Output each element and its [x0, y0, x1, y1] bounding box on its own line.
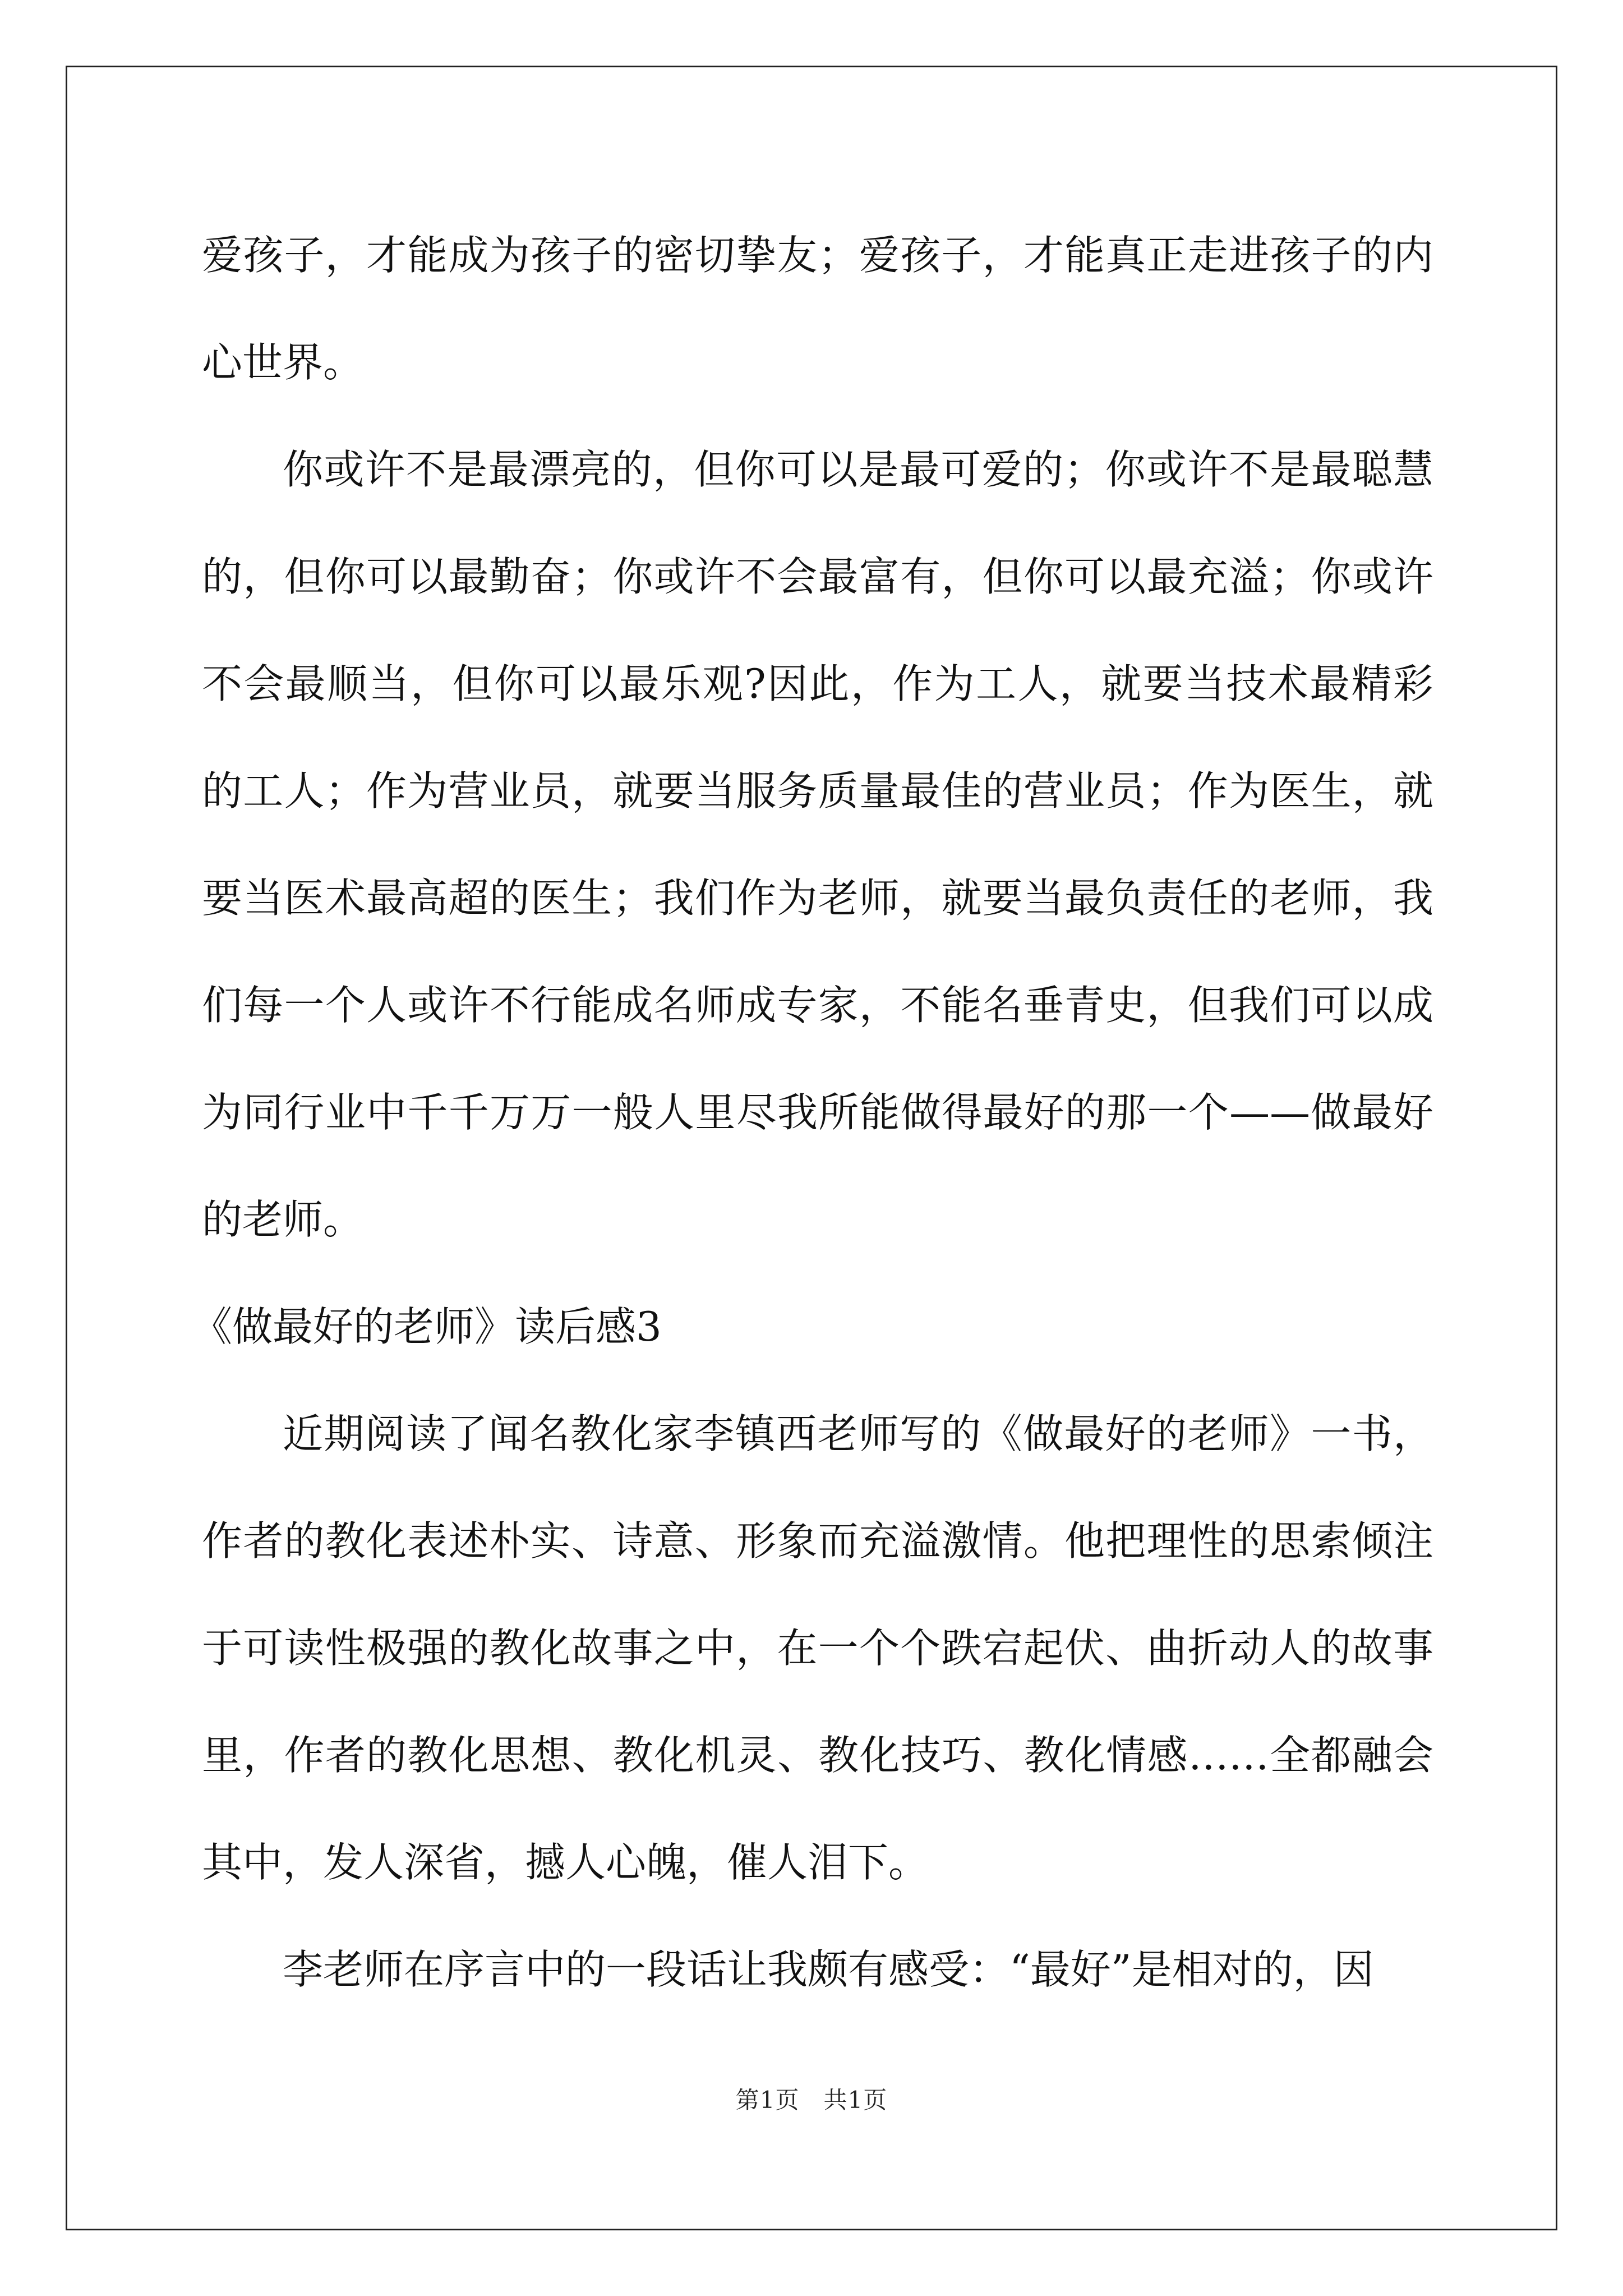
section-heading: 《做最好的老师》读后感3: [192, 1303, 662, 1350]
paragraph: 近期阅读了闻名教化家李镇西老师写的《做最好的老师》一书，作者的教化表述朴实、诗意、形象而充溢激情。他把理性的思索倾注于可读性极强的教化故事之中，在一个个跌宕起伏、曲折动人的故事里，作者的教化思想、教化机灵、教化技巧、教化情感……全都融会其中，发人深省，撼人心魄，催人泪下。: [202, 1410, 1433, 1886]
paragraph: 李老师在序言中的一段话让我颇有感受：“最好”是相对的，因: [283, 1946, 1374, 1993]
paragraph-continued: 爱孩子，才能成为孩子的密切挚友；爱孩子，才能真正走进孩子的内心世界。: [202, 232, 1433, 386]
document-body: [192, 202, 1433, 2023]
paragraph: 你或许不是最漂亮的，但你可以是最可爱的；你或许不是最聪慧的，但你可以最勤奋；你或许不会最富有，但你可以最充溢；你或许不会最顺当，但你可以最乐观?因此，作为工人，就要当技术最精彩的工人；作为营业员，就要当服务质量最佳的营业员；作为医生，就要当医术最高超的医生；我们作为老师，就要当最负责任的老师，我们每一个人或许不行能成名师成专家，不能名垂青史，但我们可以成为同行业中千千万万一般人里尽我所能做得最好的那一个——做最好的老师。: [202, 446, 1433, 1243]
page-number-footer: 第1页 共1页: [735, 2086, 888, 2114]
